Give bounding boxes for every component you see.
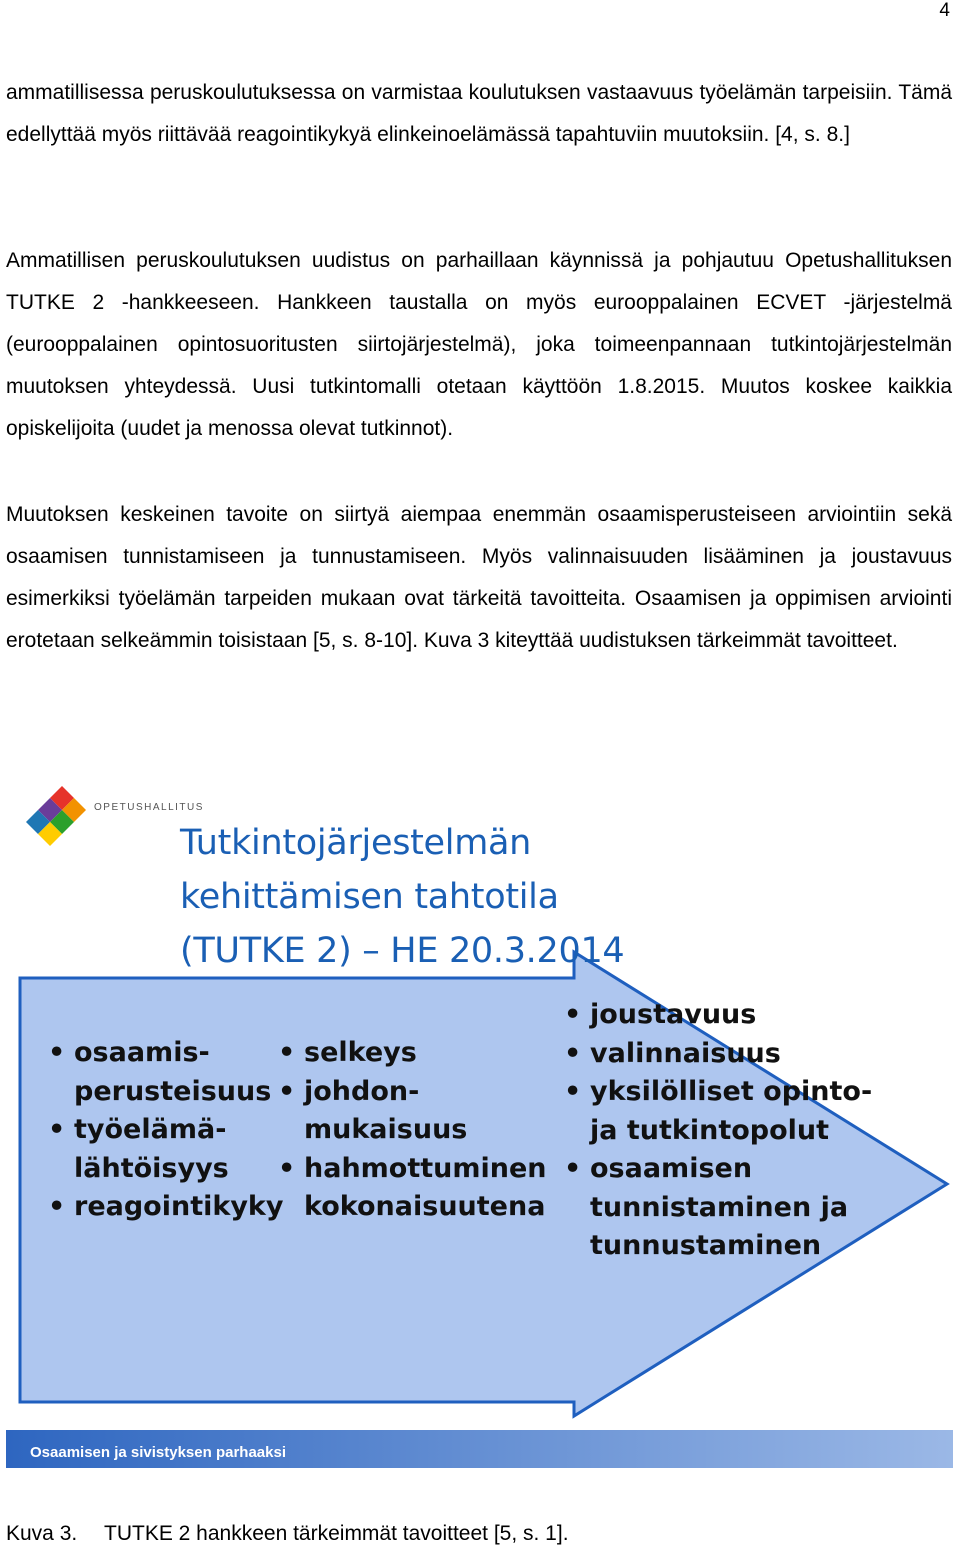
goal-item bbox=[276, 1034, 547, 1073]
goal-column-3 bbox=[562, 996, 872, 1266]
goal-item-text: lähtöisyys bbox=[74, 1152, 229, 1184]
goal-item bbox=[276, 1150, 547, 1227]
bullet-icon: • bbox=[278, 1075, 296, 1107]
goal-item-text: perusteisuus bbox=[74, 1075, 272, 1107]
bullet-icon: • bbox=[48, 1114, 66, 1145]
goal-item-text: osaamisen bbox=[590, 1153, 753, 1184]
goal-column-1 bbox=[46, 1034, 283, 1227]
page-number: 4 bbox=[939, 0, 950, 21]
goal-item bbox=[46, 1188, 283, 1227]
caption-label: Kuva 3. bbox=[6, 1522, 78, 1545]
goal-item-text: reagointikyky bbox=[74, 1191, 284, 1222]
goal-item-text: johdon- bbox=[304, 1075, 420, 1107]
bullet-icon: • bbox=[48, 1037, 66, 1068]
goal-item-text: kokonaisuutena bbox=[304, 1191, 546, 1222]
goal-item bbox=[562, 1150, 872, 1266]
caption-text: TUTKE 2 hankkeen tärkeimmät tavoitteet [5, s. 1]. bbox=[104, 1522, 569, 1545]
goal-item bbox=[562, 1035, 872, 1074]
goal-item bbox=[562, 996, 872, 1035]
bullet-icon: • bbox=[564, 1037, 582, 1069]
paragraph-3: Muutoksen keskeinen tavoite on siirtyä aiempaa enemmän osaamisperusteiseen arviointiin sekä osaamisen tunnistamiseen ja tunnustamiseen. Myös valinnaisuuden lisääminen ja joustavuus esimerkiksi työelämän tarpeiden mukaan ovat tärkeitä tavoitteita. Osaamisen ja oppimisen arviointi erotetaan selkeämmin toisistaan [5, s. 8-10]. Kuva 3 kiteyttää uudistuksen tärkeimmät tavoitteet. bbox=[6, 503, 952, 652]
figure-caption bbox=[6, 1522, 569, 1546]
goal-item-text: joustavuus bbox=[590, 999, 757, 1030]
goal-item-text: hahmottuminen bbox=[304, 1152, 547, 1184]
goal-item bbox=[276, 1073, 547, 1150]
goal-item-text: tunnustaminen bbox=[590, 1230, 822, 1261]
bullet-icon: • bbox=[564, 999, 582, 1030]
figure-title-line: Tutkintojärjestelmän bbox=[180, 823, 532, 863]
goal-item-text: valinnaisuus bbox=[590, 1037, 781, 1069]
logo-wordmark: OPETUSHALLITUS bbox=[94, 802, 204, 813]
goal-item bbox=[46, 1034, 283, 1111]
bullet-icon: • bbox=[278, 1152, 296, 1184]
bullet-icon: • bbox=[48, 1191, 66, 1222]
goal-item-text: selkeys bbox=[304, 1037, 417, 1068]
bullet-icon: • bbox=[278, 1037, 296, 1068]
banner-slogan: Osaamisen ja sivistyksen parhaaksi bbox=[30, 1444, 286, 1461]
goal-item-text: osaamis- bbox=[74, 1037, 210, 1068]
goal-column-2 bbox=[276, 1034, 547, 1227]
figure-title-line: (TUTKE 2) – HE 20.3.2014 bbox=[180, 931, 625, 971]
figure-tutke2-goals bbox=[6, 766, 953, 1468]
paragraph-1: ammatillisessa peruskoulutuksessa on varmistaa koulutuksen vastaavuus työelämän tarpeisiin. Tämä edellyttää myös riittävää reagointikykyä elinkeinoelämässä tapahtuviin muutoksiin. [4, s. 8.] bbox=[6, 81, 952, 146]
goal-item-text: ja tutkintopolut bbox=[590, 1114, 830, 1146]
goal-item-text: työelämä- bbox=[74, 1114, 227, 1145]
goal-item-text: yksilölliset opinto- bbox=[590, 1076, 873, 1107]
bullet-icon: • bbox=[564, 1076, 582, 1107]
bullet-icon: • bbox=[564, 1153, 582, 1184]
figure-title bbox=[180, 816, 740, 978]
figure-title-line: kehittämisen tahtotila bbox=[180, 877, 559, 917]
goal-item bbox=[46, 1111, 283, 1188]
goal-item-text: tunnistaminen ja bbox=[590, 1191, 849, 1223]
goal-item bbox=[562, 1073, 872, 1150]
goal-item-text: mukaisuus bbox=[304, 1114, 468, 1145]
opetushallitus-logo-icon bbox=[26, 786, 86, 846]
paragraph-2: Ammatillisen peruskoulutuksen uudistus on parhaillaan käynnissä ja pohjautuu Opetushallituksen TUTKE 2 -hankkeeseen. Hankkeen taustalla on myös eurooppalainen ECVET -järjestelmä (eurooppalainen opintosuoritusten siirtojärjestelmä), joka toimeenpannaan tutkintojärjestelmän muutoksen yhteydessä. Uusi tutkintomalli otetaan käyttöön 1.8.2015. Muutos koskee kaikkia opiskelijoita (uudet ja menossa olevat tutkinnot). bbox=[6, 249, 952, 440]
